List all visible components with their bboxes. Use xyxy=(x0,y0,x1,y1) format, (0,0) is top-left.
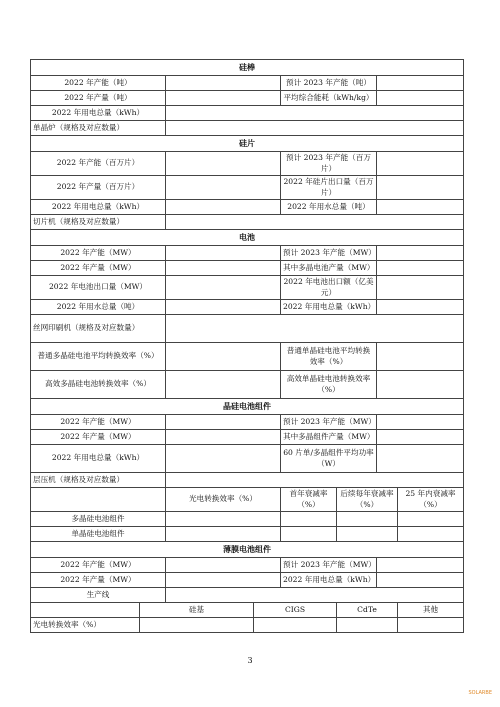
label-ingot-cap2022: 2022 年产能（吨） xyxy=(31,76,166,91)
field-thin-other-eff[interactable] xyxy=(398,618,464,633)
label-cell-hmono-eff: 高效单晶硅电池转换效率（%） xyxy=(281,371,377,399)
field-poly-module-first[interactable] xyxy=(281,512,337,527)
label-wafer-power: 2022 年用电总量（kWh） xyxy=(31,200,166,215)
label-thin-line: 生产线 xyxy=(31,588,166,603)
field-cell-power[interactable] xyxy=(377,300,464,315)
field-cell-water[interactable] xyxy=(166,300,281,315)
section-title-cell: 电池 xyxy=(31,230,464,246)
field-module-laminator[interactable] xyxy=(166,473,464,488)
field-module-poly-out[interactable] xyxy=(377,430,464,445)
label-cell-power: 2022 年用电总量（kWh） xyxy=(281,300,377,315)
label-cell-export-vol: 2022 年电池出口量（MW） xyxy=(31,276,166,300)
field-mono-module-after[interactable] xyxy=(337,527,398,542)
label-wafer-cap2023: 预计 2023 年产能（百万片） xyxy=(281,152,377,176)
header-thin-cigs: CIGS xyxy=(254,603,337,618)
field-cell-cap2022[interactable] xyxy=(166,246,281,261)
field-ingot-energy[interactable] xyxy=(377,91,464,106)
field-cell-out2022[interactable] xyxy=(166,261,281,276)
header-module-25yr: 25 年内衰减率（%） xyxy=(398,488,464,512)
field-thin-si-eff[interactable] xyxy=(140,618,254,633)
field-module-avg-power[interactable] xyxy=(377,445,464,473)
label-module-poly-out: 其中多晶组件产量（MW） xyxy=(281,430,377,445)
label-thin-out2022: 2022 年产量（MW） xyxy=(31,573,166,588)
field-cell-hpoly-eff[interactable] xyxy=(166,371,281,399)
label-ingot-out2022: 2022 年产量（吨） xyxy=(31,91,166,106)
label-wafer-saw: 切片机（规格及对应数量） xyxy=(31,215,166,230)
label-module-cap2022: 2022 年产能（MW） xyxy=(31,415,166,430)
label-ingot-cap2023: 预计 2023 年产能（吨） xyxy=(281,76,377,91)
field-ingot-furnace[interactable] xyxy=(166,121,464,136)
field-cell-poly-eff[interactable] xyxy=(166,343,281,371)
section-title-thin: 薄膜电池组件 xyxy=(31,542,464,558)
label-ingot-energy: 平均综合能耗（kWh/kg） xyxy=(281,91,377,106)
header-thin-cdte: CdTe xyxy=(337,603,398,618)
label-cell-cap2022: 2022 年产能（MW） xyxy=(31,246,166,261)
label-cell-cap2023: 预计 2023 年产能（MW） xyxy=(281,246,377,261)
header-module-after: 后续每年衰减率（%） xyxy=(337,488,398,512)
field-thin-line[interactable] xyxy=(166,588,464,603)
label-thin-cap2023: 预计 2023 年产能（MW） xyxy=(281,558,377,573)
field-cell-export-vol[interactable] xyxy=(166,276,281,300)
label-wafer-water: 2022 年用水总量（吨） xyxy=(281,200,377,215)
section-title-wafer: 硅片 xyxy=(31,136,464,152)
label-cell-mono-eff: 普通单晶硅电池平均转换效率（%） xyxy=(281,343,377,371)
field-wafer-export[interactable] xyxy=(377,176,464,200)
section-title-module: 晶硅电池组件 xyxy=(31,399,464,415)
label-ingot-furnace: 单晶炉（规格及对应数量） xyxy=(31,121,166,136)
field-module-cap2023[interactable] xyxy=(377,415,464,430)
page-number: 3 xyxy=(247,656,253,665)
label-module-out2022: 2022 年产量（MW） xyxy=(31,430,166,445)
field-thin-cap2022[interactable] xyxy=(166,558,281,573)
label-wafer-export: 2022 年硅片出口量（百万片） xyxy=(281,176,377,200)
field-wafer-out2022[interactable] xyxy=(166,176,281,200)
field-cell-cap2023[interactable] xyxy=(377,246,464,261)
field-wafer-saw[interactable] xyxy=(166,215,464,230)
label-cell-export-val: 2022 年电池出口额（亿美元） xyxy=(281,276,377,300)
header-thin-si: 硅基 xyxy=(140,603,254,618)
field-ingot-out2022[interactable] xyxy=(166,91,281,106)
header-module-first-year: 首年衰减率（%） xyxy=(281,488,337,512)
field-wafer-water[interactable] xyxy=(377,200,464,215)
field-cell-printer[interactable] xyxy=(166,315,464,343)
label-module-avg-power: 60 片单/多晶组件平均功率（W） xyxy=(281,445,377,473)
label-wafer-out2022: 2022 年产量（百万片） xyxy=(31,176,166,200)
label-wafer-cap2022: 2022 年产能（百万片） xyxy=(31,152,166,176)
label-module-cap2023: 预计 2023 年产能（MW） xyxy=(281,415,377,430)
field-mono-module-25[interactable] xyxy=(398,527,464,542)
section-title-ingot: 硅棒 xyxy=(31,60,464,76)
field-module-cap2022[interactable] xyxy=(166,415,281,430)
field-cell-mono-out[interactable] xyxy=(377,261,464,276)
field-poly-module-after[interactable] xyxy=(337,512,398,527)
field-thin-power[interactable] xyxy=(377,573,464,588)
label-cell-mono-out: 其中多晶电池产量（MW） xyxy=(281,261,377,276)
label-cell-out2022: 2022 年产量（MW） xyxy=(31,261,166,276)
field-mono-module-eff[interactable] xyxy=(166,527,281,542)
field-wafer-power[interactable] xyxy=(166,200,281,215)
field-ingot-power[interactable] xyxy=(166,106,464,121)
thin-type-header-blank xyxy=(31,603,140,618)
field-ingot-cap2023[interactable] xyxy=(377,76,464,91)
survey-table xyxy=(30,59,464,633)
label-module-laminator: 层压机（规格及对应数量） xyxy=(31,473,166,488)
label-cell-water: 2022 年用水总量（吨） xyxy=(31,300,166,315)
row-label-mono-module: 单晶硅电池组件 xyxy=(31,527,166,542)
field-wafer-cap2023[interactable] xyxy=(377,152,464,176)
field-wafer-cap2022[interactable] xyxy=(166,152,281,176)
label-cell-poly-eff: 普通多晶硅电池平均转换效率（%） xyxy=(31,343,166,371)
field-module-power[interactable] xyxy=(166,445,281,473)
header-module-eff: 光电转换效率（%） xyxy=(166,488,281,512)
label-thin-eff: 光电转换效率（%） xyxy=(31,618,140,633)
label-thin-cap2022: 2022 年产能（MW） xyxy=(31,558,166,573)
field-poly-module-25[interactable] xyxy=(398,512,464,527)
field-thin-cap2023[interactable] xyxy=(377,558,464,573)
watermark: SOLARBE xyxy=(468,690,492,696)
field-module-out2022[interactable] xyxy=(166,430,281,445)
field-cell-export-val[interactable] xyxy=(377,276,464,300)
field-poly-module-eff[interactable] xyxy=(166,512,281,527)
field-ingot-cap2022[interactable] xyxy=(166,76,281,91)
field-cell-hmono-eff[interactable] xyxy=(377,371,464,399)
row-label-poly-module: 多晶硅电池组件 xyxy=(31,512,166,527)
module-header-blank xyxy=(31,488,166,512)
label-cell-printer: 丝网印刷机（规格及对应数量） xyxy=(31,315,166,343)
label-cell-hpoly-eff: 高效多晶硅电池转换效率（%） xyxy=(31,371,166,399)
field-cell-mono-eff[interactable] xyxy=(377,343,464,371)
field-thin-cdte-eff[interactable] xyxy=(337,618,398,633)
label-module-power: 2022 年用电总量（kWh） xyxy=(31,445,166,473)
header-thin-other: 其他 xyxy=(398,603,464,618)
label-thin-power: 2022 年用电总量（kWh） xyxy=(281,573,377,588)
field-mono-module-first[interactable] xyxy=(281,527,337,542)
label-ingot-power: 2022 年用电总量（kWh） xyxy=(31,106,166,121)
survey-form xyxy=(30,59,463,633)
field-thin-cigs-eff[interactable] xyxy=(254,618,337,633)
field-thin-out2022[interactable] xyxy=(166,573,281,588)
